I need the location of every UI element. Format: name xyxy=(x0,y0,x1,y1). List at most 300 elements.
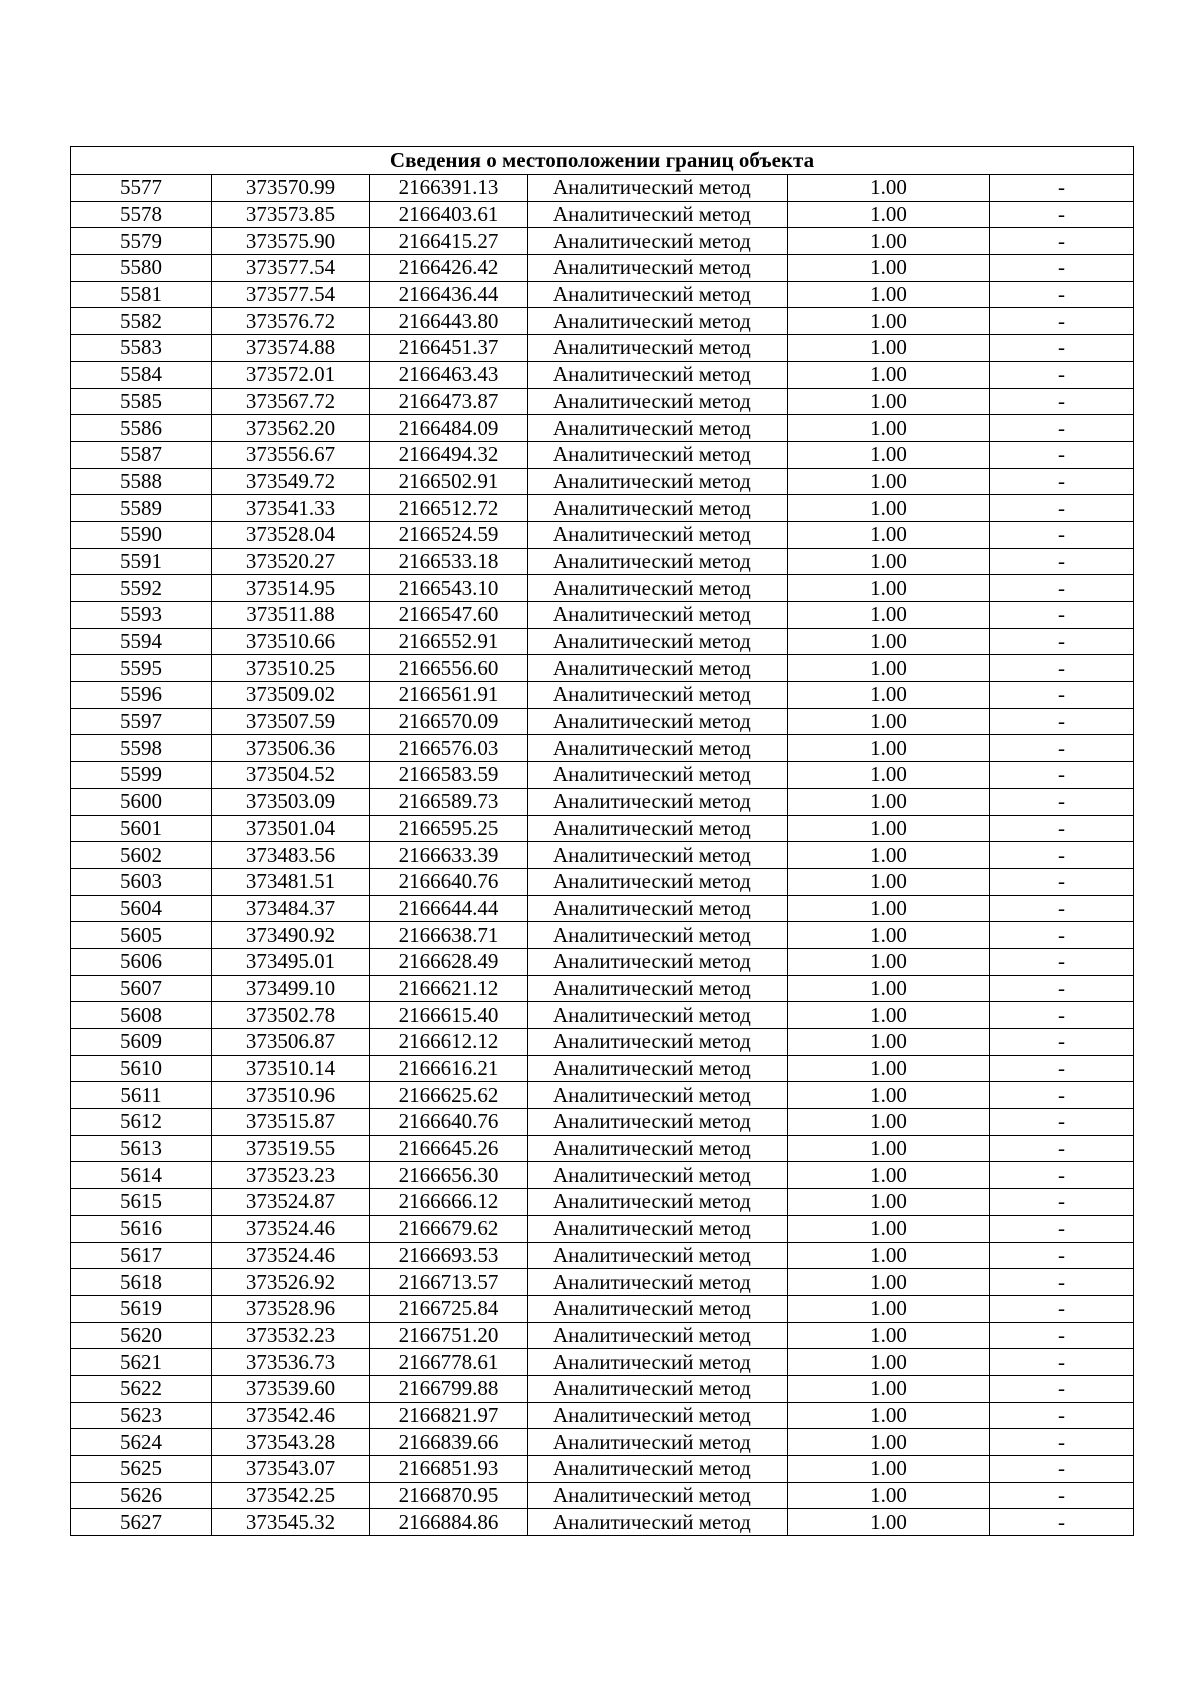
accuracy-cell: 1.00 xyxy=(788,628,990,655)
note-cell: - xyxy=(990,655,1134,682)
accuracy-cell: 1.00 xyxy=(788,922,990,949)
y-coordinate-cell: 2166556.60 xyxy=(370,655,528,682)
table-row xyxy=(71,1295,1134,1322)
table-row xyxy=(71,281,1134,308)
method-cell: Аналитический метод xyxy=(528,788,788,815)
y-coordinate-cell: 2166436.44 xyxy=(370,281,528,308)
x-coordinate-cell: 373572.01 xyxy=(212,361,370,388)
method-cell: Аналитический метод xyxy=(528,1029,788,1056)
point-number-cell: 5600 xyxy=(71,788,212,815)
y-coordinate-cell: 2166679.62 xyxy=(370,1215,528,1242)
x-coordinate-cell: 373510.25 xyxy=(212,655,370,682)
method-cell: Аналитический метод xyxy=(528,1456,788,1483)
x-coordinate-cell: 373503.09 xyxy=(212,788,370,815)
method-cell: Аналитический метод xyxy=(528,762,788,789)
method-cell: Аналитический метод xyxy=(528,1349,788,1376)
accuracy-cell: 1.00 xyxy=(788,1135,990,1162)
accuracy-cell: 1.00 xyxy=(788,1242,990,1269)
method-cell: Аналитический метод xyxy=(528,1322,788,1349)
point-number-cell: 5581 xyxy=(71,281,212,308)
note-cell: - xyxy=(990,1482,1134,1509)
method-cell: Аналитический метод xyxy=(528,361,788,388)
point-number-cell: 5606 xyxy=(71,948,212,975)
method-cell: Аналитический метод xyxy=(528,868,788,895)
point-number-cell: 5578 xyxy=(71,201,212,228)
note-cell: - xyxy=(990,948,1134,975)
note-cell: - xyxy=(990,1509,1134,1536)
x-coordinate-cell: 373514.95 xyxy=(212,575,370,602)
point-number-cell: 5594 xyxy=(71,628,212,655)
accuracy-cell: 1.00 xyxy=(788,548,990,575)
method-cell: Аналитический метод xyxy=(528,468,788,495)
x-coordinate-cell: 373510.14 xyxy=(212,1055,370,1082)
point-number-cell: 5586 xyxy=(71,415,212,442)
accuracy-cell: 1.00 xyxy=(788,655,990,682)
x-coordinate-cell: 373490.92 xyxy=(212,922,370,949)
method-cell: Аналитический метод xyxy=(528,548,788,575)
point-number-cell: 5595 xyxy=(71,655,212,682)
note-cell: - xyxy=(990,1055,1134,1082)
x-coordinate-cell: 373532.23 xyxy=(212,1322,370,1349)
y-coordinate-cell: 2166839.66 xyxy=(370,1429,528,1456)
point-number-cell: 5593 xyxy=(71,602,212,629)
point-number-cell: 5591 xyxy=(71,548,212,575)
y-coordinate-cell: 2166870.95 xyxy=(370,1482,528,1509)
note-cell: - xyxy=(990,1349,1134,1376)
note-cell: - xyxy=(990,1029,1134,1056)
accuracy-cell: 1.00 xyxy=(788,708,990,735)
table-title-row xyxy=(71,147,1134,175)
table-row xyxy=(71,762,1134,789)
method-cell: Аналитический метод xyxy=(528,655,788,682)
y-coordinate-cell: 2166426.42 xyxy=(370,255,528,282)
y-coordinate-cell: 2166484.09 xyxy=(370,415,528,442)
x-coordinate-cell: 373484.37 xyxy=(212,895,370,922)
method-cell: Аналитический метод xyxy=(528,1082,788,1109)
table-row xyxy=(71,682,1134,709)
method-cell: Аналитический метод xyxy=(528,1242,788,1269)
y-coordinate-cell: 2166778.61 xyxy=(370,1349,528,1376)
table-row xyxy=(71,415,1134,442)
table-row xyxy=(71,1055,1134,1082)
accuracy-cell: 1.00 xyxy=(788,308,990,335)
y-coordinate-cell: 2166713.57 xyxy=(370,1269,528,1296)
accuracy-cell: 1.00 xyxy=(788,1402,990,1429)
y-coordinate-cell: 2166403.61 xyxy=(370,201,528,228)
point-number-cell: 5604 xyxy=(71,895,212,922)
table-row xyxy=(71,228,1134,255)
y-coordinate-cell: 2166884.86 xyxy=(370,1509,528,1536)
table-row xyxy=(71,1002,1134,1029)
y-coordinate-cell: 2166524.59 xyxy=(370,521,528,548)
note-cell: - xyxy=(990,1375,1134,1402)
point-number-cell: 5621 xyxy=(71,1349,212,1376)
method-cell: Аналитический метод xyxy=(528,1509,788,1536)
table-row xyxy=(71,575,1134,602)
y-coordinate-cell: 2166473.87 xyxy=(370,388,528,415)
point-number-cell: 5617 xyxy=(71,1242,212,1269)
point-number-cell: 5588 xyxy=(71,468,212,495)
method-cell: Аналитический метод xyxy=(528,1162,788,1189)
note-cell: - xyxy=(990,1082,1134,1109)
table-row xyxy=(71,788,1134,815)
method-cell: Аналитический метод xyxy=(528,948,788,975)
y-coordinate-cell: 2166799.88 xyxy=(370,1375,528,1402)
table-row xyxy=(71,1242,1134,1269)
method-cell: Аналитический метод xyxy=(528,415,788,442)
point-number-cell: 5596 xyxy=(71,682,212,709)
point-number-cell: 5619 xyxy=(71,1295,212,1322)
method-cell: Аналитический метод xyxy=(528,895,788,922)
accuracy-cell: 1.00 xyxy=(788,1322,990,1349)
table-row xyxy=(71,1189,1134,1216)
method-cell: Аналитический метод xyxy=(528,1215,788,1242)
method-cell: Аналитический метод xyxy=(528,922,788,949)
note-cell: - xyxy=(990,575,1134,602)
accuracy-cell: 1.00 xyxy=(788,1429,990,1456)
note-cell: - xyxy=(990,1242,1134,1269)
boundary-coordinates-table xyxy=(70,146,1134,1536)
accuracy-cell: 1.00 xyxy=(788,1029,990,1056)
method-cell: Аналитический метод xyxy=(528,1135,788,1162)
accuracy-cell: 1.00 xyxy=(788,415,990,442)
x-coordinate-cell: 373526.92 xyxy=(212,1269,370,1296)
note-cell: - xyxy=(990,228,1134,255)
accuracy-cell: 1.00 xyxy=(788,1215,990,1242)
method-cell: Аналитический метод xyxy=(528,335,788,362)
accuracy-cell: 1.00 xyxy=(788,175,990,202)
accuracy-cell: 1.00 xyxy=(788,1349,990,1376)
y-coordinate-cell: 2166821.97 xyxy=(370,1402,528,1429)
table-row xyxy=(71,975,1134,1002)
y-coordinate-cell: 2166570.09 xyxy=(370,708,528,735)
note-cell: - xyxy=(990,1135,1134,1162)
method-cell: Аналитический метод xyxy=(528,281,788,308)
point-number-cell: 5615 xyxy=(71,1189,212,1216)
accuracy-cell: 1.00 xyxy=(788,468,990,495)
y-coordinate-cell: 2166494.32 xyxy=(370,441,528,468)
table-row xyxy=(71,1349,1134,1376)
accuracy-cell: 1.00 xyxy=(788,1509,990,1536)
accuracy-cell: 1.00 xyxy=(788,201,990,228)
table-row xyxy=(71,308,1134,335)
note-cell: - xyxy=(990,548,1134,575)
table-row xyxy=(71,1509,1134,1536)
table-row xyxy=(71,1322,1134,1349)
point-number-cell: 5616 xyxy=(71,1215,212,1242)
method-cell: Аналитический метод xyxy=(528,201,788,228)
x-coordinate-cell: 373576.72 xyxy=(212,308,370,335)
y-coordinate-cell: 2166443.80 xyxy=(370,308,528,335)
y-coordinate-cell: 2166502.91 xyxy=(370,468,528,495)
method-cell: Аналитический метод xyxy=(528,1002,788,1029)
y-coordinate-cell: 2166640.76 xyxy=(370,1109,528,1136)
y-coordinate-cell: 2166391.13 xyxy=(370,175,528,202)
y-coordinate-cell: 2166415.27 xyxy=(370,228,528,255)
accuracy-cell: 1.00 xyxy=(788,1162,990,1189)
accuracy-cell: 1.00 xyxy=(788,1269,990,1296)
point-number-cell: 5605 xyxy=(71,922,212,949)
table-row xyxy=(71,1162,1134,1189)
accuracy-cell: 1.00 xyxy=(788,361,990,388)
point-number-cell: 5589 xyxy=(71,495,212,522)
method-cell: Аналитический метод xyxy=(528,175,788,202)
method-cell: Аналитический метод xyxy=(528,575,788,602)
table-row xyxy=(71,708,1134,735)
x-coordinate-cell: 373495.01 xyxy=(212,948,370,975)
point-number-cell: 5612 xyxy=(71,1109,212,1136)
method-cell: Аналитический метод xyxy=(528,842,788,869)
point-number-cell: 5585 xyxy=(71,388,212,415)
note-cell: - xyxy=(990,441,1134,468)
x-coordinate-cell: 373481.51 xyxy=(212,868,370,895)
method-cell: Аналитический метод xyxy=(528,388,788,415)
note-cell: - xyxy=(990,175,1134,202)
table-title: Сведения о местоположении границ объекта xyxy=(71,147,1134,175)
note-cell: - xyxy=(990,1109,1134,1136)
method-cell: Аналитический метод xyxy=(528,441,788,468)
x-coordinate-cell: 373506.36 xyxy=(212,735,370,762)
note-cell: - xyxy=(990,842,1134,869)
table-row xyxy=(71,1482,1134,1509)
x-coordinate-cell: 373543.28 xyxy=(212,1429,370,1456)
method-cell: Аналитический метод xyxy=(528,1295,788,1322)
point-number-cell: 5623 xyxy=(71,1402,212,1429)
table-row xyxy=(71,1429,1134,1456)
accuracy-cell: 1.00 xyxy=(788,1189,990,1216)
y-coordinate-cell: 2166561.91 xyxy=(370,682,528,709)
note-cell: - xyxy=(990,1215,1134,1242)
accuracy-cell: 1.00 xyxy=(788,441,990,468)
y-coordinate-cell: 2166656.30 xyxy=(370,1162,528,1189)
point-number-cell: 5608 xyxy=(71,1002,212,1029)
accuracy-cell: 1.00 xyxy=(788,1482,990,1509)
method-cell: Аналитический метод xyxy=(528,602,788,629)
x-coordinate-cell: 373502.78 xyxy=(212,1002,370,1029)
accuracy-cell: 1.00 xyxy=(788,815,990,842)
note-cell: - xyxy=(990,1002,1134,1029)
accuracy-cell: 1.00 xyxy=(788,388,990,415)
table-row xyxy=(71,602,1134,629)
accuracy-cell: 1.00 xyxy=(788,1109,990,1136)
note-cell: - xyxy=(990,815,1134,842)
x-coordinate-cell: 373515.87 xyxy=(212,1109,370,1136)
y-coordinate-cell: 2166666.12 xyxy=(370,1189,528,1216)
table-body xyxy=(71,175,1134,1536)
method-cell: Аналитический метод xyxy=(528,735,788,762)
y-coordinate-cell: 2166751.20 xyxy=(370,1322,528,1349)
table-row xyxy=(71,1215,1134,1242)
accuracy-cell: 1.00 xyxy=(788,1375,990,1402)
table-row xyxy=(71,815,1134,842)
table-row xyxy=(71,201,1134,228)
note-cell: - xyxy=(990,868,1134,895)
point-number-cell: 5614 xyxy=(71,1162,212,1189)
table-row xyxy=(71,441,1134,468)
x-coordinate-cell: 373541.33 xyxy=(212,495,370,522)
table-row xyxy=(71,1135,1134,1162)
accuracy-cell: 1.00 xyxy=(788,575,990,602)
table-row xyxy=(71,735,1134,762)
x-coordinate-cell: 373504.52 xyxy=(212,762,370,789)
point-number-cell: 5620 xyxy=(71,1322,212,1349)
table-row xyxy=(71,335,1134,362)
accuracy-cell: 1.00 xyxy=(788,895,990,922)
x-coordinate-cell: 373520.27 xyxy=(212,548,370,575)
x-coordinate-cell: 373570.99 xyxy=(212,175,370,202)
x-coordinate-cell: 373506.87 xyxy=(212,1029,370,1056)
accuracy-cell: 1.00 xyxy=(788,228,990,255)
y-coordinate-cell: 2166512.72 xyxy=(370,495,528,522)
accuracy-cell: 1.00 xyxy=(788,975,990,1002)
method-cell: Аналитический метод xyxy=(528,1402,788,1429)
x-coordinate-cell: 373507.59 xyxy=(212,708,370,735)
table-row xyxy=(71,1082,1134,1109)
y-coordinate-cell: 2166625.62 xyxy=(370,1082,528,1109)
y-coordinate-cell: 2166547.60 xyxy=(370,602,528,629)
method-cell: Аналитический метод xyxy=(528,1482,788,1509)
note-cell: - xyxy=(990,762,1134,789)
y-coordinate-cell: 2166451.37 xyxy=(370,335,528,362)
note-cell: - xyxy=(990,335,1134,362)
point-number-cell: 5609 xyxy=(71,1029,212,1056)
table-row xyxy=(71,948,1134,975)
x-coordinate-cell: 373575.90 xyxy=(212,228,370,255)
table-row xyxy=(71,1456,1134,1483)
point-number-cell: 5622 xyxy=(71,1375,212,1402)
accuracy-cell: 1.00 xyxy=(788,1082,990,1109)
x-coordinate-cell: 373501.04 xyxy=(212,815,370,842)
note-cell: - xyxy=(990,1402,1134,1429)
table-row xyxy=(71,655,1134,682)
table-row xyxy=(71,628,1134,655)
note-cell: - xyxy=(990,201,1134,228)
x-coordinate-cell: 373511.88 xyxy=(212,602,370,629)
note-cell: - xyxy=(990,1322,1134,1349)
method-cell: Аналитический метод xyxy=(528,521,788,548)
x-coordinate-cell: 373562.20 xyxy=(212,415,370,442)
point-number-cell: 5624 xyxy=(71,1429,212,1456)
note-cell: - xyxy=(990,521,1134,548)
x-coordinate-cell: 373542.46 xyxy=(212,1402,370,1429)
table-row xyxy=(71,1375,1134,1402)
x-coordinate-cell: 373567.72 xyxy=(212,388,370,415)
point-number-cell: 5590 xyxy=(71,521,212,548)
note-cell: - xyxy=(990,1162,1134,1189)
table-row xyxy=(71,361,1134,388)
point-number-cell: 5583 xyxy=(71,335,212,362)
x-coordinate-cell: 373549.72 xyxy=(212,468,370,495)
y-coordinate-cell: 2166576.03 xyxy=(370,735,528,762)
note-cell: - xyxy=(990,308,1134,335)
table-row xyxy=(71,175,1134,202)
y-coordinate-cell: 2166638.71 xyxy=(370,922,528,949)
accuracy-cell: 1.00 xyxy=(788,1002,990,1029)
y-coordinate-cell: 2166533.18 xyxy=(370,548,528,575)
method-cell: Аналитический метод xyxy=(528,255,788,282)
x-coordinate-cell: 373536.73 xyxy=(212,1349,370,1376)
y-coordinate-cell: 2166725.84 xyxy=(370,1295,528,1322)
table-row xyxy=(71,548,1134,575)
y-coordinate-cell: 2166552.91 xyxy=(370,628,528,655)
method-cell: Аналитический метод xyxy=(528,228,788,255)
y-coordinate-cell: 2166543.10 xyxy=(370,575,528,602)
method-cell: Аналитический метод xyxy=(528,1109,788,1136)
x-coordinate-cell: 373528.04 xyxy=(212,521,370,548)
x-coordinate-cell: 373539.60 xyxy=(212,1375,370,1402)
y-coordinate-cell: 2166693.53 xyxy=(370,1242,528,1269)
point-number-cell: 5599 xyxy=(71,762,212,789)
table-row xyxy=(71,868,1134,895)
note-cell: - xyxy=(990,415,1134,442)
method-cell: Аналитический метод xyxy=(528,1055,788,1082)
point-number-cell: 5580 xyxy=(71,255,212,282)
method-cell: Аналитический метод xyxy=(528,975,788,1002)
table-row xyxy=(71,922,1134,949)
note-cell: - xyxy=(990,1189,1134,1216)
method-cell: Аналитический метод xyxy=(528,308,788,335)
accuracy-cell: 1.00 xyxy=(788,255,990,282)
method-cell: Аналитический метод xyxy=(528,1429,788,1456)
x-coordinate-cell: 373542.25 xyxy=(212,1482,370,1509)
note-cell: - xyxy=(990,628,1134,655)
x-coordinate-cell: 373510.96 xyxy=(212,1082,370,1109)
note-cell: - xyxy=(990,1429,1134,1456)
x-coordinate-cell: 373574.88 xyxy=(212,335,370,362)
table-row xyxy=(71,895,1134,922)
note-cell: - xyxy=(990,361,1134,388)
y-coordinate-cell: 2166645.26 xyxy=(370,1135,528,1162)
x-coordinate-cell: 373510.66 xyxy=(212,628,370,655)
note-cell: - xyxy=(990,895,1134,922)
y-coordinate-cell: 2166851.93 xyxy=(370,1456,528,1483)
note-cell: - xyxy=(990,682,1134,709)
y-coordinate-cell: 2166633.39 xyxy=(370,842,528,869)
note-cell: - xyxy=(990,468,1134,495)
point-number-cell: 5587 xyxy=(71,441,212,468)
note-cell: - xyxy=(990,708,1134,735)
y-coordinate-cell: 2166595.25 xyxy=(370,815,528,842)
y-coordinate-cell: 2166583.59 xyxy=(370,762,528,789)
x-coordinate-cell: 373556.67 xyxy=(212,441,370,468)
point-number-cell: 5577 xyxy=(71,175,212,202)
accuracy-cell: 1.00 xyxy=(788,1295,990,1322)
accuracy-cell: 1.00 xyxy=(788,1456,990,1483)
x-coordinate-cell: 373543.07 xyxy=(212,1456,370,1483)
note-cell: - xyxy=(990,975,1134,1002)
method-cell: Аналитический метод xyxy=(528,708,788,735)
x-coordinate-cell: 373524.46 xyxy=(212,1242,370,1269)
note-cell: - xyxy=(990,1295,1134,1322)
accuracy-cell: 1.00 xyxy=(788,602,990,629)
point-number-cell: 5610 xyxy=(71,1055,212,1082)
x-coordinate-cell: 373577.54 xyxy=(212,255,370,282)
x-coordinate-cell: 373499.10 xyxy=(212,975,370,1002)
point-number-cell: 5625 xyxy=(71,1456,212,1483)
accuracy-cell: 1.00 xyxy=(788,495,990,522)
accuracy-cell: 1.00 xyxy=(788,281,990,308)
x-coordinate-cell: 373577.54 xyxy=(212,281,370,308)
accuracy-cell: 1.00 xyxy=(788,1055,990,1082)
accuracy-cell: 1.00 xyxy=(788,868,990,895)
y-coordinate-cell: 2166612.12 xyxy=(370,1029,528,1056)
note-cell: - xyxy=(990,735,1134,762)
note-cell: - xyxy=(990,255,1134,282)
point-number-cell: 5626 xyxy=(71,1482,212,1509)
table-row xyxy=(71,1269,1134,1296)
y-coordinate-cell: 2166640.76 xyxy=(370,868,528,895)
method-cell: Аналитический метод xyxy=(528,495,788,522)
